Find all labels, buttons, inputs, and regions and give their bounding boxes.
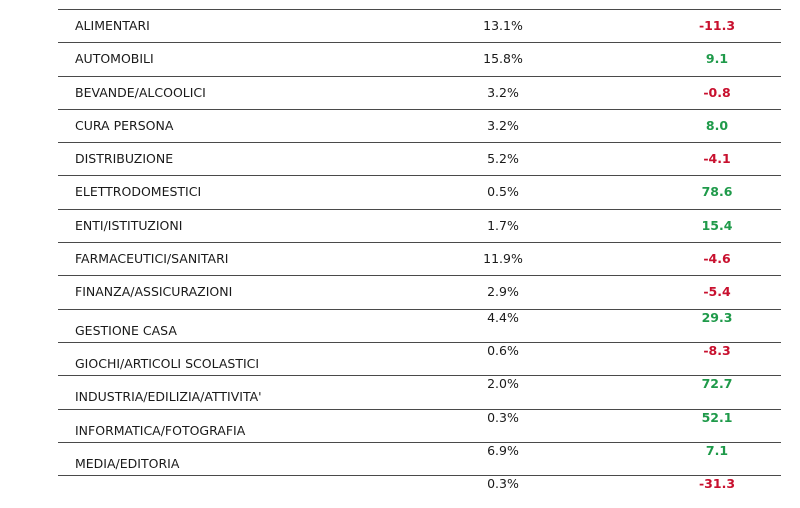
table-row: [58, 9, 781, 42]
sector-name: AUTOMOBILI: [75, 51, 154, 67]
sector-name: MEDIA/EDITORIA: [75, 455, 180, 471]
sector-change: -4.6: [703, 251, 731, 267]
sector-change: 8.0: [705, 117, 729, 133]
sector-change: 72.7: [701, 376, 733, 392]
sector-change: 78.6: [701, 184, 733, 200]
table-row: [58, 409, 781, 442]
sector-share: 3.2%: [487, 84, 519, 100]
table-row: [58, 375, 781, 408]
sector-share: 0.3%: [487, 409, 519, 425]
sector-share: 2.9%: [487, 284, 519, 300]
sector-name: CURA PERSONA: [75, 117, 174, 133]
sector-share: 11.9%: [483, 251, 523, 267]
sector-name: BEVANDE/ALCOOLICI: [75, 84, 206, 100]
sector-share: 2.0%: [487, 376, 519, 392]
table-row: [58, 42, 781, 75]
sector-change: -11.3: [698, 18, 736, 33]
sector-name: DISTRIBUZIONE: [75, 151, 174, 167]
sector-name: GIOCHI/ARTICOLI SCOLASTICI: [75, 355, 260, 371]
sector-share: 0.3%: [487, 476, 519, 492]
sector-change: 7.1: [705, 442, 729, 458]
sector-change: -0.8: [703, 84, 731, 100]
table-row: [58, 442, 781, 475]
sector-change: 29.3: [701, 309, 733, 325]
table-row: [58, 275, 781, 308]
sector-share: 13.1%: [483, 18, 523, 33]
sector-share: 0.5%: [487, 184, 519, 200]
sector-share: 15.8%: [483, 51, 523, 67]
table-row: [58, 309, 781, 342]
sector-name: INFORMATICA/FOTOGRAFIA: [75, 422, 246, 438]
sector-name: GESTIONE CASA: [75, 322, 177, 338]
sector-change: -8.3: [703, 342, 731, 358]
sector-share: 3.2%: [487, 117, 519, 133]
sector-name: INDUSTRIA/EDILIZIA/ATTIVITA': [75, 389, 262, 405]
sector-share: 4.4%: [487, 309, 519, 325]
table-row: [58, 242, 781, 275]
table-row: [58, 209, 781, 242]
sector-share: 0.6%: [487, 342, 519, 358]
sector-change: 9.1: [705, 51, 729, 67]
sector-share: 1.7%: [487, 217, 519, 233]
sector-name: ALIMENTARI: [75, 18, 150, 33]
table-row: [58, 475, 781, 508]
table-row: [58, 109, 781, 142]
table-row: [58, 342, 781, 375]
sector-share: 5.2%: [487, 151, 519, 167]
sector-name: FARMACEUTICI/SANITARI: [75, 251, 229, 267]
sector-share: 6.9%: [487, 442, 519, 458]
sector-change: -4.1: [703, 151, 731, 167]
sector-name: ELETTRODOMESTICI: [75, 184, 202, 200]
sector-change: 15.4: [701, 217, 733, 233]
sector-name: FINANZA/ASSICURAZIONI: [75, 284, 233, 300]
sector-table: [58, 9, 781, 508]
table-row: [58, 142, 781, 175]
table-row: [58, 175, 781, 208]
sector-name: ENTI/ISTITUZIONI: [75, 217, 183, 233]
sector-change: 52.1: [701, 409, 733, 425]
sector-change: -5.4: [703, 284, 731, 300]
table-row: [58, 76, 781, 109]
sector-change: -31.3: [698, 476, 736, 492]
